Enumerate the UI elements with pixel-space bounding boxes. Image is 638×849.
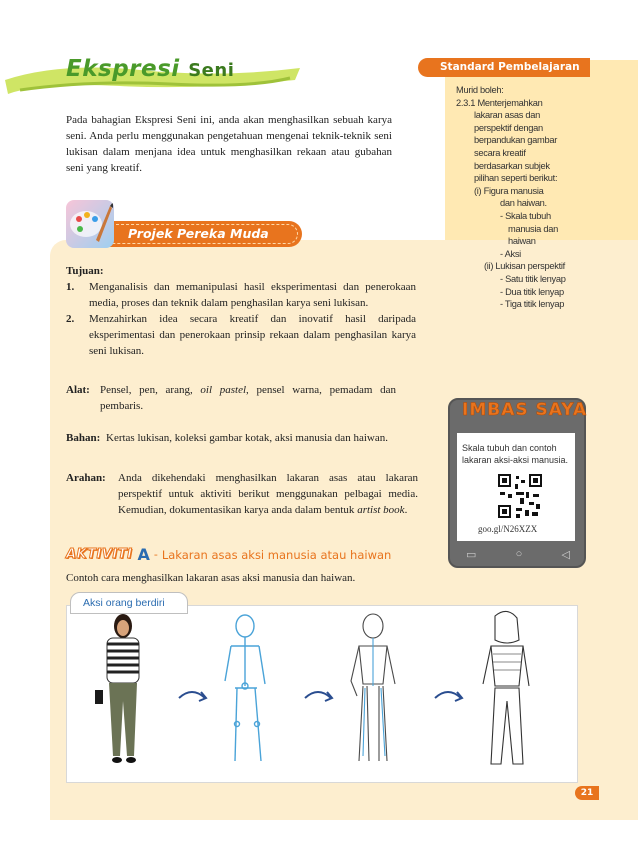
project-title: Projek Pereka Muda bbox=[128, 226, 269, 241]
standard-line: haiwan bbox=[508, 236, 536, 247]
bahan-section bbox=[66, 430, 396, 446]
standard-line: secara kreatif bbox=[474, 147, 526, 158]
arahan-section bbox=[66, 470, 418, 518]
standard-line: (i) Figura manusia bbox=[474, 185, 544, 196]
tujuan-item-text: Menganalisis dan memanipulasi hasil eksperimentasi dan penerokaan media, proses dan teknik dalam penghasilan karya seni lukisan. bbox=[89, 281, 416, 309]
imbas-link[interactable]: goo.gl/N26XZX bbox=[478, 524, 538, 534]
aktiviti-letter: A bbox=[137, 545, 150, 564]
page-number: 21 bbox=[575, 786, 599, 800]
tujuan-section bbox=[66, 263, 416, 359]
tujuan-item-number: 1. bbox=[66, 281, 75, 293]
standard-line: lakaran asas dan bbox=[474, 110, 541, 121]
alat-label: Alat: bbox=[66, 384, 90, 396]
alat-text: Pensel, pen, arang, oil pastel, pensel warna, pemadam dan pembaris. bbox=[100, 384, 396, 412]
standard-line: - Aksi bbox=[500, 248, 521, 259]
photo-girl bbox=[95, 614, 139, 763]
phone-nav-buttons bbox=[466, 548, 570, 561]
recent-apps-icon: ▭ bbox=[466, 549, 477, 561]
standard-line: - Skala tubuh bbox=[500, 210, 551, 221]
tujuan-item-number: 2. bbox=[66, 313, 75, 325]
standard-line: berdasarkan subjek bbox=[474, 160, 550, 171]
standard-line: perspektif dengan bbox=[474, 122, 543, 133]
bahan-text: Kertas lukisan, koleksi gambar kotak, aksi manusia dan haiwan. bbox=[106, 432, 388, 444]
standard-heading: Standard Pembelajaran bbox=[418, 58, 590, 77]
tujuan-item bbox=[66, 311, 416, 359]
bahan-label: Bahan: bbox=[66, 432, 101, 444]
qr-code-icon[interactable] bbox=[496, 472, 544, 520]
tujuan-heading: Tujuan: bbox=[66, 265, 104, 277]
standard-line: - Dua titik lenyap bbox=[500, 286, 564, 297]
standard-line: berpandukan gambar bbox=[474, 135, 557, 146]
sketch-form-figure bbox=[351, 614, 395, 761]
standard-line: 2.3.1 Menterjemahkan bbox=[456, 97, 543, 108]
arrow-icon bbox=[435, 692, 462, 701]
tab-aksi-orang-berdiri: Aksi orang berdiri bbox=[70, 592, 188, 614]
standard-line: pilihan seperti berikut: bbox=[474, 173, 558, 184]
sketch-detailed-figure bbox=[483, 611, 529, 764]
aktiviti-title: Lakaran asas aksi manusia atau haiwan bbox=[161, 547, 392, 562]
arrow-icon bbox=[179, 692, 206, 701]
palette-icon bbox=[66, 200, 114, 248]
title-part2: Seni bbox=[188, 60, 235, 81]
page-title bbox=[66, 56, 234, 82]
sketch-area bbox=[66, 605, 578, 783]
standard-line: manusia dan bbox=[508, 223, 558, 234]
imbas-title: IMBAS SAYA bbox=[462, 400, 588, 420]
aktiviti-dash: - bbox=[153, 548, 158, 561]
tujuan-item-text: Menzahirkan idea secara kreatif dan inovatif hasil daripada eksperimentasi dan penerokaan prinsip rekaan dalam penghasilan karya seni lukisan. bbox=[89, 313, 416, 357]
sketch-sequence bbox=[67, 606, 579, 784]
standard-line: (ii) Lukisan perspektif bbox=[484, 261, 565, 272]
standard-line: - Tiga titik lenyap bbox=[500, 299, 565, 310]
aktiviti-heading bbox=[66, 545, 391, 564]
standard-line: - Satu titik lenyap bbox=[500, 273, 566, 284]
arahan-text: Anda dikehendaki menghasilkan lakaran asas atau lakaran perspektif untuk aktiviti berikut menggunakan pelbagai media. Kemudian, dokumentasikan karya anda dalam bentuk artist book. bbox=[118, 472, 418, 516]
arahan-label: Arahan: bbox=[66, 472, 106, 484]
back-icon: ◁ bbox=[561, 549, 570, 561]
standard-line: Murid boleh: bbox=[456, 85, 504, 95]
sketch-stick-figure bbox=[225, 615, 265, 761]
title-part1: Ekspresi bbox=[66, 56, 180, 82]
tujuan-item bbox=[66, 279, 416, 311]
contoh-text: Contoh cara menghasilkan lakaran asas aksi manusia dan haiwan. bbox=[66, 572, 356, 584]
standard-line: dan haiwan. bbox=[500, 198, 547, 209]
alat-section bbox=[66, 382, 396, 414]
imbas-text: Skala tubuh dan contoh lakaran aksi-aksi manusia. bbox=[462, 443, 569, 465]
standard-list bbox=[456, 84, 636, 311]
arrow-icon bbox=[305, 692, 332, 701]
home-icon: ○ bbox=[515, 548, 523, 560]
intro-paragraph: Pada bahagian Ekspresi Seni ini, anda akan menghasilkan sebuah karya seni. Anda perlu menggunakan pengetahuan mengenai teknik-teknik seni lukisan dalam menjana idea untuk menghasilkan rekaan atau gubahan seni yang kreatif. bbox=[66, 114, 392, 174]
aktiviti-label: AKTIVITI bbox=[66, 547, 133, 562]
